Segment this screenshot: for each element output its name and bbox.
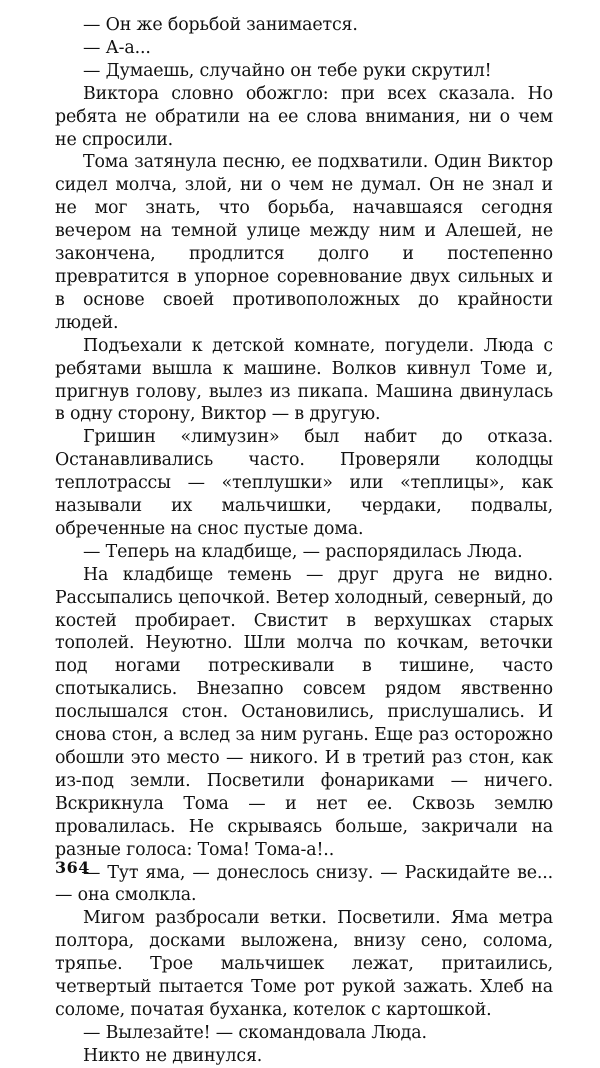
page-number: 364 <box>55 858 90 877</box>
paragraph-4: Виктора словно обожгло: при всех сказала. Но ребята не обратили на ее слова внимания, ни о чем не спросили. <box>55 83 553 150</box>
paragraph-13: Никто не двинулся. <box>83 1045 263 1066</box>
book-page-text <box>55 14 553 1068</box>
paragraph-10: — Тут яма, — донеслось снизу. — Раскидайте ве... — она смолкла. <box>55 862 553 906</box>
paragraph-3: — Думаешь, случайно он тебе руки скрутил! <box>83 60 492 81</box>
paragraph-1: — Он же борьбой занимается. <box>83 15 358 35</box>
paragraph-12: — Вылезайте! — скомандовала Люда. <box>83 1022 427 1043</box>
paragraph-6: Подъехали к детской комнате, погудели. Люда с ребятами вышла к машине. Волков кивнул Томе и, пригнув голову, вылез из пикапа. Машина двинулась в одну сторону, Виктор — в другую. <box>55 335 553 425</box>
paragraph-11: Мигом разбросали ветки. Посветили. Яма метра полтора, досками выложена, внизу сено, солома, тряпье. Трое мальчишек лежат, притаились, четвертый пытается Томе рот рукой зажать. Хлеб на соломе, початая буханка, котелок с картошкой. <box>55 908 553 1020</box>
paragraph-7: Гришин «лимузин» был набит до отказа. Останавливались часто. Проверяли колодцы теплотрассы — «теплушки» или «теплицы», как называли их мальчишки, чердаки, подвалы, обреченные на снос пустые дома. <box>55 427 553 539</box>
paragraph-2: — А-а... <box>83 37 151 58</box>
paragraph-8: — Теперь на кладбище, — распорядилась Люда. <box>83 541 523 562</box>
paragraph-5: Тома затянула песню, ее подхватили. Один Виктор сидел молча, злой, ни о чем не думал. Он не знал и не мог знать, что борьба, начавшаяся сегодня вечером на темной улице между ним и Алешей, не закончена, продлится долго и постепенно превратится в упорное соревнование двух сильных и в основе своей противоположных до крайности людей. <box>55 152 553 333</box>
paragraph-9: На кладбище темень — друг друга не видно. Рассыпались цепочкой. Ветер холодный, северный, до костей пробирает. Свистит в верхушках старых тополей. Неуютно. Шли молча по кочкам, веточки под ногами потрескивали в тишине, часто спотыкались. Внезапно совсем рядом явственно послышался стон. Остановились, прислушались. И снова стон, а вслед за ним ругань. Еще раз осторожно обошли это место — никого. И в третий раз стон, как из-под земли. Посветили фонариками — ничего. Вскрикнула Тома — и нет ее. Сквозь землю провалилась. Не скрываясь больше, закричали на разные голоса: Тома! Тома-а!.. <box>55 564 553 860</box>
